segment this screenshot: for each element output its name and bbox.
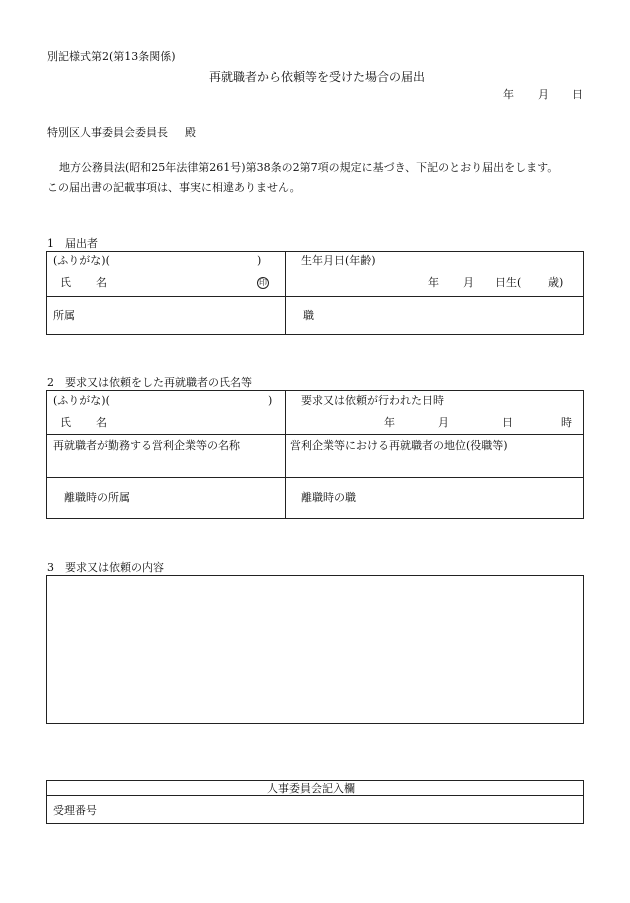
dt-hour-label: 時 [561, 416, 572, 429]
s1-furigana-close: ) [257, 254, 262, 267]
section2-divider [285, 390, 286, 519]
date-month-label: 月 [538, 88, 549, 101]
s1-name-label-1: 氏 [60, 276, 71, 289]
form-reference: 別記様式第2(第13条関係) [47, 50, 176, 63]
seal-mark-icon: 印 [259, 278, 267, 287]
dob-month-label: 月 [463, 276, 474, 289]
office-use-divider [46, 795, 584, 796]
section2-row-divider-2 [46, 477, 584, 478]
affiliation-label: 所属 [53, 309, 75, 322]
status-label: 営利企業等における再就職者の地位(役職等) [290, 439, 508, 452]
date-year-label: 年 [503, 88, 514, 101]
receipt-number-label: 受理番号 [53, 804, 97, 817]
former-position-label: 離職時の職 [301, 491, 356, 504]
s2-furigana-close: ) [268, 394, 273, 407]
dob-age-label: 歳) [548, 276, 564, 289]
dob-label: 生年月日(年齢) [301, 254, 376, 267]
dt-year-label: 年 [384, 416, 395, 429]
datetime-label: 要求又は依頼が行われた日時 [301, 394, 444, 407]
company-label: 再就職者が勤務する営利企業等の名称 [53, 439, 240, 452]
intro-line-2: この届出書の記載事項は、事実に相違ありません。 [47, 181, 301, 194]
section2-row-divider-1 [46, 434, 584, 435]
dt-day-label: 日 [502, 416, 513, 429]
date-day-label: 日 [572, 88, 583, 101]
s2-name-label-1: 氏 [60, 416, 71, 429]
addressee-name: 特別区人事委員会委員長 [47, 126, 168, 139]
s1-furigana-open: (ふりがな)( [53, 254, 110, 267]
dt-month-label: 月 [438, 416, 449, 429]
request-content-box[interactable] [46, 575, 584, 724]
office-use-heading: 人事委員会記入欄 [267, 782, 355, 795]
form-title: 再就職者から依頼等を受けた場合の届出 [209, 70, 426, 84]
addressee-honorific: 殿 [185, 126, 196, 139]
section1-row-divider [46, 296, 584, 297]
section1-divider [285, 251, 286, 335]
section2-heading: 2 要求又は依頼をした再就職者の氏名等 [47, 376, 252, 389]
section1-heading: 1 届出者 [47, 237, 98, 250]
former-affiliation-label: 離職時の所属 [64, 491, 130, 504]
s1-name-label-2: 名 [96, 276, 107, 289]
intro-line-1: 地方公務員法(昭和25年法律第261号)第38条の2第7項の規定に基づき、下記のとおり届出をします。 [59, 161, 559, 174]
section3-heading: 3 要求又は依頼の内容 [47, 561, 164, 574]
dob-year-label: 年 [428, 276, 439, 289]
s2-name-label-2: 名 [96, 416, 107, 429]
s2-furigana-open: (ふりがな)( [53, 394, 110, 407]
dob-day-label: 日生( [495, 276, 522, 289]
position-label: 職 [303, 309, 314, 322]
